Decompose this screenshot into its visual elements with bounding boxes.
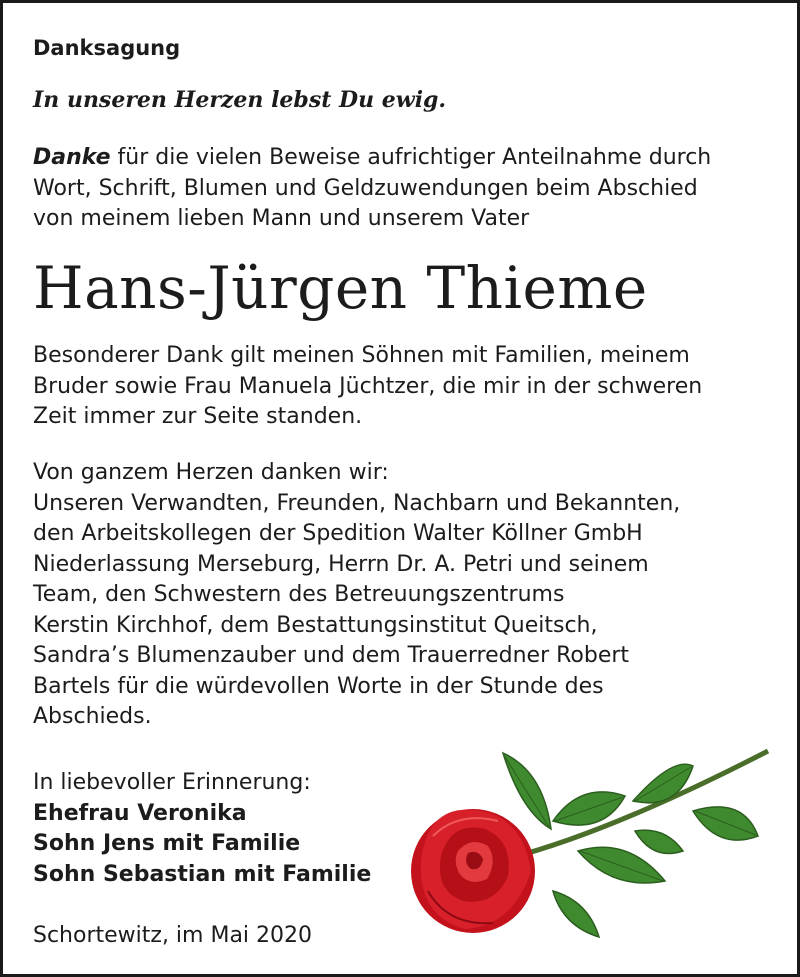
special-thanks-line: Zeit immer zur Seite standen. [33,404,363,429]
thanks-intro [33,143,711,235]
leaf [635,830,683,853]
special-thanks [33,341,702,433]
thanks-intro-line-1 [33,143,711,174]
special-thanks-line: Bruder sowie Frau Manuela Jüchtzer, die mir in der schweren [33,373,703,399]
heartfelt-thanks-line: Von ganzem Herzen danken wir: [33,460,389,485]
special-thanks-line: Besonderer Dank gilt meinen Söhnen mit Familien, meinem [33,343,690,368]
signature-intro: In liebevoller Erinnerung: [33,770,311,795]
heartfelt-thanks-line: Kerstin Kirchhof, dem Bestattungsinstitut Queitsch, [33,612,598,638]
signature-name: Sohn Jens mit Familie [33,831,301,856]
deceased-name: Hans-Jürgen Thieme [33,254,648,322]
leaf [553,891,599,937]
rose-image [403,741,783,941]
thanks-intro-line-2: Wort, Schrift, Blumen und Geldzuwendungen beim Abschied [33,175,698,201]
heartfelt-thanks-line: den Arbeitskollegen der Spedition Walter Köllner GmbH [33,521,643,546]
heartfelt-thanks-line: Team, den Schwestern des Betreuungszentrums [33,582,565,607]
thanks-intro-line-3: von meinem lieben Mann und unserem Vater [33,206,530,231]
heading: Danksagung [33,36,181,60]
heartfelt-thanks-line: Unseren Verwandten, Freunden, Nachbarn und Bekannten, [33,490,681,516]
heartfelt-thanks-line: Niederlassung Merseburg, Herrn Dr. A. Petri und seinem [33,551,649,577]
heartfelt-thanks [33,458,680,733]
thanks-intro-line-1-rest: für die vielen Beweise aufrichtiger Anteilnahme durch [110,145,712,170]
leaf [578,847,665,883]
signature-name: Ehefrau Veronika [33,800,247,826]
heartfelt-thanks-line: Bartels für die würdevollen Worte in der Stunde des [33,673,604,699]
signature-block [33,768,371,890]
rose-bloom [411,809,535,933]
thanks-emphasis: Danke [33,145,111,170]
signature-name: Sohn Sebastian mit Familie [33,861,372,887]
place-date: Schortewitz, im Mai 2020 [33,923,313,948]
heartfelt-thanks-line: Sandra’s Blumenzauber und dem Trauerredner Robert [33,643,630,668]
heartfelt-thanks-line: Abschieds. [33,704,152,729]
motto: In unseren Herzen lebst Du ewig. [33,87,447,113]
